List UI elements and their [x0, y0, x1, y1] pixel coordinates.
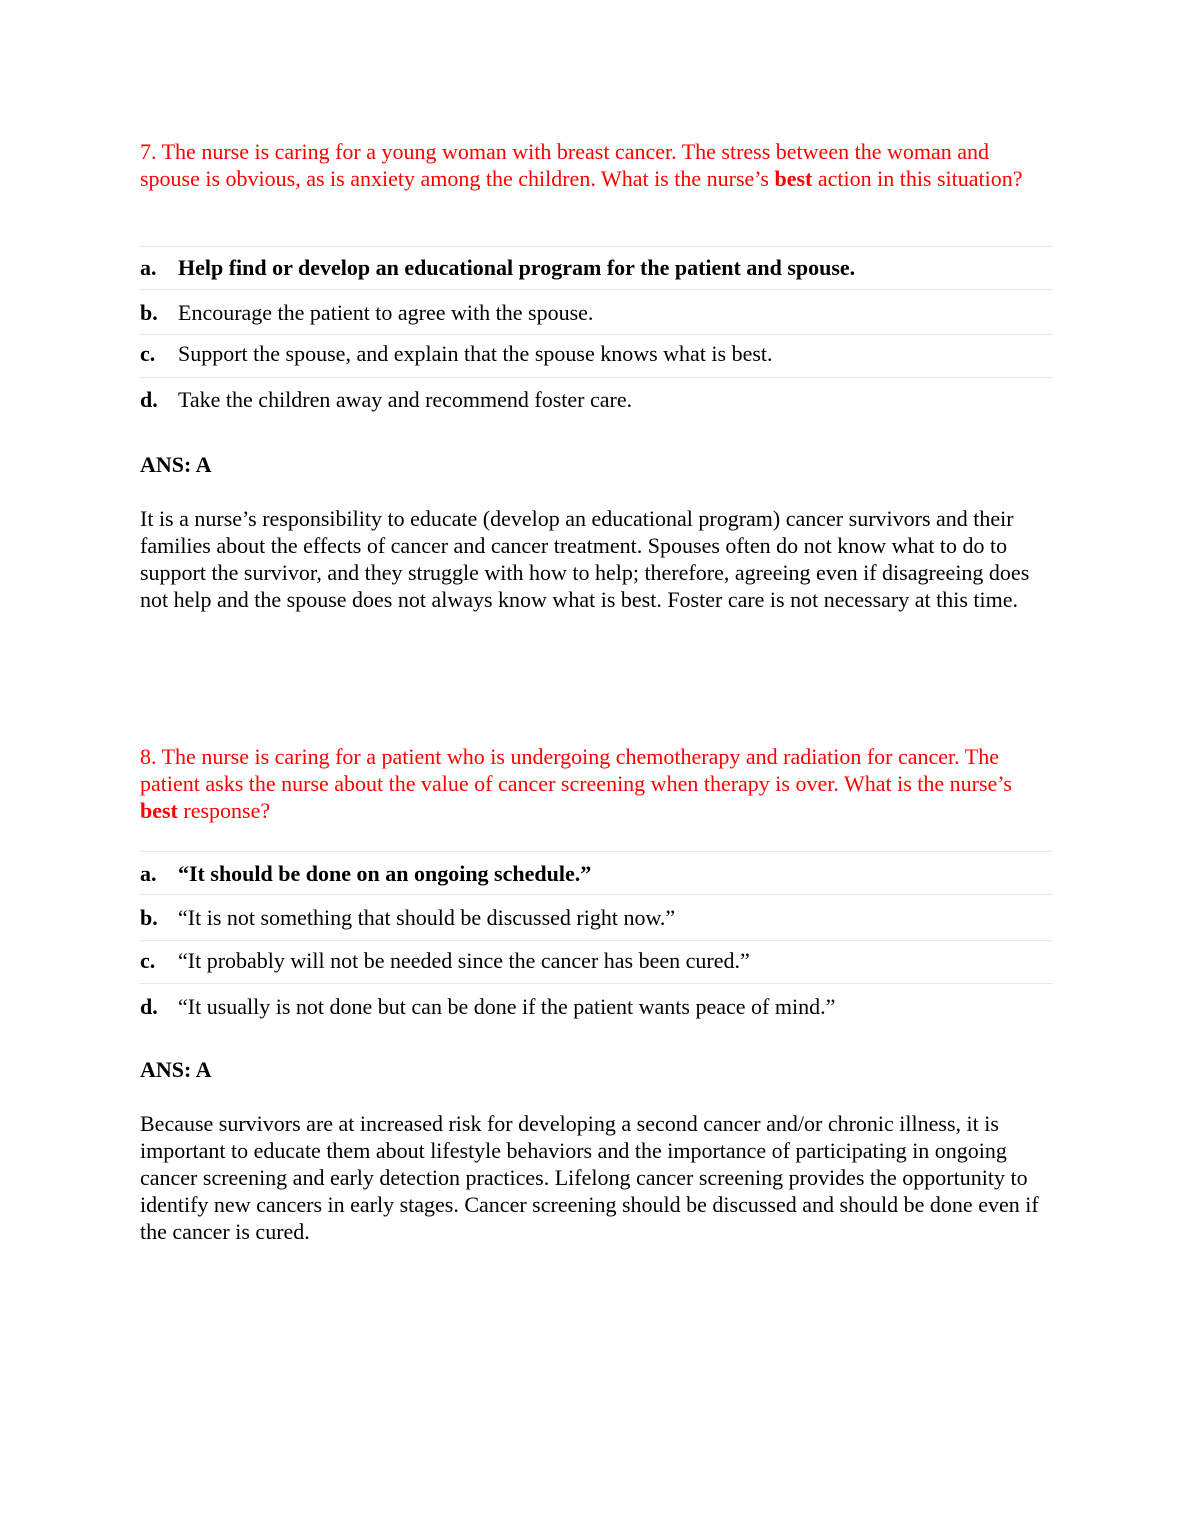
- option-text: Help find or develop an educational program for the patient and spouse.: [178, 255, 856, 280]
- rationale-7: [140, 505, 1052, 613]
- option-text: Take the children away and recommend foster care.: [178, 387, 633, 412]
- option-a: [140, 246, 1052, 290]
- question-emphasis: best: [774, 166, 813, 191]
- option-letter: b.: [140, 300, 158, 325]
- option-letter: d.: [140, 387, 158, 412]
- option-a: [140, 851, 1052, 895]
- question-stem-tail: response?: [183, 798, 271, 823]
- option-c: [140, 940, 1052, 984]
- option-letter: c.: [140, 341, 156, 366]
- question-8: [140, 743, 1052, 824]
- option-c: [140, 334, 1052, 378]
- answer-8: [140, 1056, 1052, 1083]
- option-letter: d.: [140, 994, 158, 1019]
- question-7: [140, 138, 1052, 192]
- option-text: “It usually is not done but can be done if the patient wants peace of mind.”: [178, 994, 836, 1019]
- option-letter: a.: [140, 861, 157, 886]
- question-number: 7.: [140, 139, 157, 164]
- option-text: “It is not something that should be discussed right now.”: [178, 905, 676, 930]
- option-b: [140, 289, 1052, 335]
- rationale-8: [140, 1110, 1052, 1245]
- option-text: “It probably will not be needed since the cancer has been cured.”: [178, 948, 750, 973]
- option-text: Encourage the patient to agree with the spouse.: [178, 300, 594, 325]
- option-d: [140, 377, 1052, 422]
- rationale-text: It is a nurse’s responsibility to educate (develop an educational program) cancer survivors and their families about the effects of cancer and cancer treatment. Spouses often do not know what to do to support the survivor, and they struggle with how to help; therefore, agreeing even if disagreeing does not help and the spouse does not always know what is best. Foster care is not necessary at this time.: [140, 506, 1030, 612]
- question-number: 8.: [140, 744, 157, 769]
- option-text: Support the spouse, and explain that the spouse knows what is best.: [178, 341, 773, 366]
- question-emphasis: best: [140, 798, 178, 823]
- question-stem-text: The nurse is caring for a patient who is undergoing chemotherapy and radiation for cancer. The patient asks the nurse about the value of cancer screening when therapy is over. What is the nurse’s: [140, 744, 1012, 796]
- question-stem-tail: action in this situation?: [817, 166, 1023, 191]
- option-letter: c.: [140, 948, 156, 973]
- question-stem-text: The nurse is caring for a young woman with breast cancer. The stress between the woman and spouse is obvious, as is anxiety among the children. What is the nurse’s: [140, 139, 989, 191]
- question-stem: [140, 138, 1052, 192]
- option-b: [140, 894, 1052, 941]
- rationale-text: Because survivors are at increased risk for developing a second cancer and/or chronic illness, it is important to educate them about lifestyle behaviors and the importance of participating in ongoing cancer screening and early detection practices. Lifelong cancer screening provides the opportunity to identify new cancers in early stages. Cancer screening should be discussed and should be done even if the cancer is cured.: [140, 1111, 1039, 1244]
- answer-label: ANS: A: [140, 452, 212, 477]
- option-d: [140, 983, 1052, 1028]
- answer-7: [140, 451, 1052, 478]
- question-stem: [140, 743, 1052, 824]
- option-letter: a.: [140, 255, 157, 280]
- option-text: “It should be done on an ongoing schedule.”: [178, 861, 592, 886]
- option-letter: b.: [140, 905, 158, 930]
- answer-label: ANS: A: [140, 1057, 212, 1082]
